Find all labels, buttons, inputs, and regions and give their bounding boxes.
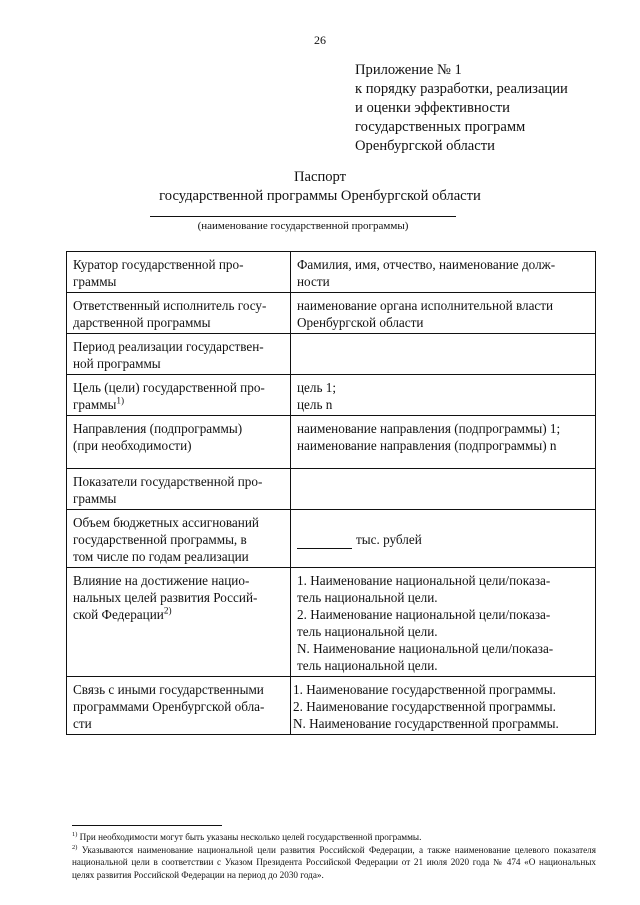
- label-line: (при необходимости): [73, 438, 192, 453]
- label-line: Связь с иными государственными: [73, 682, 264, 697]
- footnote-ref: 2): [163, 605, 172, 616]
- label-line: Ответственный исполнитель госу-: [73, 298, 267, 313]
- program-name-underline: [150, 216, 456, 217]
- value-line: тель национальной цели.: [297, 590, 438, 605]
- label-line: [73, 606, 286, 623]
- appendix-line: и оценки эффективности: [355, 100, 510, 116]
- label-line: нальных целей развития Россий-: [73, 590, 258, 605]
- appendix-line: к порядку разработки, реализации: [355, 81, 568, 97]
- label-line: Куратор государственной про-: [73, 257, 244, 272]
- appendix-header: [355, 61, 625, 156]
- label-line: программами Оренбургской обла-: [73, 699, 265, 714]
- table-row: [67, 677, 596, 735]
- appendix-line: Приложение № 1: [355, 62, 462, 78]
- label-line: граммы: [73, 274, 117, 289]
- row-value: [291, 469, 596, 510]
- footnote-text: При необходимости могут быть указаны несколько целей государственной программы.: [77, 832, 422, 842]
- row-value: [291, 375, 596, 416]
- label-line: сти: [73, 716, 92, 731]
- value-line: 2. Наименование государственной программы.: [293, 699, 556, 714]
- table-row: [67, 252, 596, 293]
- table-row: [67, 416, 596, 469]
- label-line: граммы: [73, 491, 117, 506]
- label-line: Направления (подпрограммы): [73, 421, 243, 436]
- row-value: [291, 252, 596, 293]
- label-line: Цель (цели) государственной про-: [73, 380, 265, 395]
- row-value: [291, 293, 596, 334]
- value-line: 1. Наименование национальной цели/показа-: [297, 573, 551, 588]
- table-row: [67, 510, 596, 568]
- page-number: 26: [314, 33, 326, 47]
- row-label: [67, 375, 291, 416]
- value-line: тель национальной цели.: [297, 658, 438, 673]
- label-line: государственной программы, в: [73, 532, 247, 547]
- table-row: [67, 375, 596, 416]
- value-line: тель национальной цели.: [297, 624, 438, 639]
- label-line: дарственной программы: [73, 315, 211, 330]
- label-line: Период реализации государствен-: [73, 339, 264, 354]
- row-label: [67, 469, 291, 510]
- row-value: [291, 416, 596, 469]
- appendix-line: Оренбургской области: [355, 138, 495, 154]
- table-row: [67, 568, 596, 677]
- passport-table: [66, 251, 596, 735]
- label-line: [73, 396, 286, 413]
- value-line: 2. Наименование национальной цели/показа-: [297, 607, 551, 622]
- program-name-caption: (наименование государственной программы): [197, 220, 409, 232]
- value-line: наименование органа исполнительной власти: [297, 298, 554, 313]
- value-line: Фамилия, имя, отчество, наименование долж-: [297, 257, 556, 272]
- row-value: [291, 677, 596, 735]
- value-line: 1. Наименование государственной программы.: [293, 682, 556, 697]
- table-row: [67, 469, 596, 510]
- row-label: [67, 293, 291, 334]
- row-value: [291, 334, 596, 375]
- value-line: цель n: [297, 397, 333, 412]
- amount-blank: [297, 531, 352, 549]
- label-line: том числе по годам реализации: [73, 549, 249, 564]
- label-line: ной программы: [73, 356, 161, 371]
- label-line: Влияние на достижение нацио-: [73, 573, 250, 588]
- footnotes: [72, 831, 596, 881]
- title-line-2: государственной программы Оренбургской области: [159, 188, 481, 204]
- label-line: Объем бюджетных ассигнований: [73, 515, 259, 530]
- value-line: N. Наименование государственной программы.: [293, 716, 559, 731]
- value-line: Оренбургской области: [297, 315, 424, 330]
- value-line: N. Наименование национальной цели/показа-: [297, 641, 554, 656]
- table-row: [67, 334, 596, 375]
- row-value: [291, 510, 596, 568]
- label-line: Показатели государственной про-: [73, 474, 263, 489]
- row-label: [67, 510, 291, 568]
- label-text: ской Федерации: [73, 607, 164, 622]
- table-row: [67, 293, 596, 334]
- row-value: [291, 568, 596, 677]
- footnote-mark: 2): [72, 843, 78, 851]
- footnote-separator: [72, 825, 222, 826]
- value-line: ности: [297, 274, 330, 289]
- footnote-mark: 1): [72, 830, 78, 838]
- row-label: [67, 677, 291, 735]
- value-line: цель 1;: [297, 380, 337, 395]
- value-line: наименование направления (подпрограммы) n: [297, 438, 557, 453]
- row-label: [67, 334, 291, 375]
- row-label: [67, 568, 291, 677]
- row-label: [67, 416, 291, 469]
- appendix-line: государственных программ: [355, 119, 526, 135]
- footnote-text: Указываются наименование национальной цели развития Российской Федерации, а также наименование целевого показателя национальной цели в соответствии с Указом Президента Российской Федерации от 21 июля 2020 года № 474 «О национальных целях развития Российской Федерации на период до 2030 года».: [72, 844, 596, 880]
- title-line-1: Паспорт: [293, 169, 347, 185]
- label-text: граммы: [73, 397, 117, 412]
- footnote-ref: 1): [116, 395, 125, 406]
- footnote-2: [72, 844, 596, 882]
- amount-unit: тыс. рублей: [356, 531, 422, 547]
- row-label: [67, 252, 291, 293]
- document-title: [0, 168, 640, 206]
- value-line: наименование направления (подпрограммы) 1;: [297, 421, 561, 436]
- footnote-1: [72, 831, 596, 844]
